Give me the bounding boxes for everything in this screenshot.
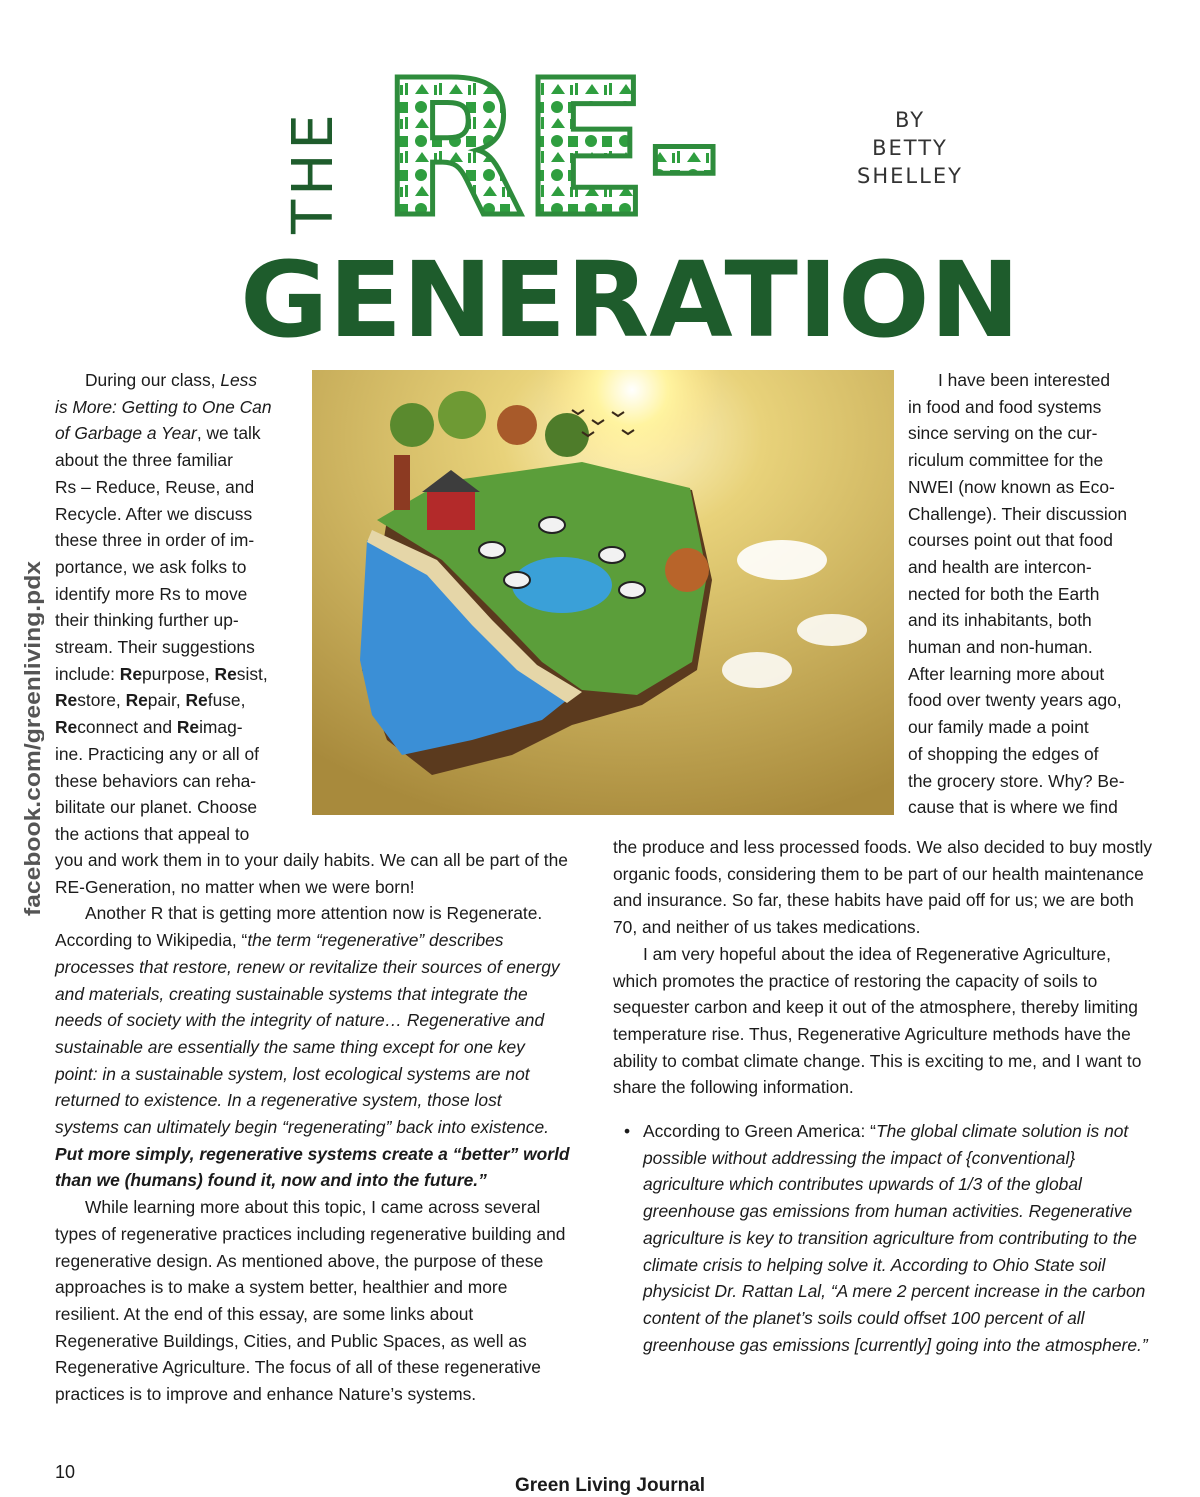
paragraph: While learning more about this topic, I came across several types of regenerative practices including regenerative building and regenerative design. As mentioned above, the purpose of these approaches is to make a system better, healthier and more resilient. At the end of this essay, are some links about Regenerative Buildings, Cities, and Public Spaces, as well as Regenerative Agriculture. The focus of all of these regenerative practices is to improve and enhance Nature’s systems. <box>55 1197 566 1405</box>
silo <box>394 455 410 510</box>
text-line: During our class, <box>85 370 221 390</box>
text-line: our family made a point <box>908 717 1089 738</box>
title-generation-graphic <box>230 236 1030 348</box>
text-italic: the term “regenerative” describes processes that restore, renew or revitalize their sources of energy and materials, creating sustainable systems that integrate the needs of society with the integrity of nature… Regenerative and sustainable are essentially the same thing except for one key point: in a sustainable system, lost ecological systems are not returned to existence. In a regenerative system, those lost systems can ultimately begin “regenerating” back into existence. <box>55 930 560 1138</box>
text-line: purpose, <box>142 663 215 684</box>
text-line: pair, <box>147 690 186 711</box>
right-column-bottom <box>613 834 1153 1101</box>
title-re <box>378 64 818 234</box>
title-generation <box>230 236 1030 348</box>
text-line: portance, we ask folks to <box>55 556 247 577</box>
text-line: identify more Rs to move <box>55 583 248 604</box>
text-span: According to Green America: “ <box>643 1121 876 1141</box>
text-bold: Re <box>185 690 208 711</box>
text-line: in food and food systems <box>908 396 1102 417</box>
text-line: and its inhabitants, both <box>908 610 1092 631</box>
byline <box>830 106 990 190</box>
text-line: their thinking further up- <box>55 610 239 631</box>
svg-text:THE: THE <box>281 110 346 234</box>
text-italic: The global climate solution is not possible without addressing the impact of {conventional} agriculture which contributes upwards of 1/3 of the global greenhouse gas emissions from human activities. Regenerative agriculture is key to transition agriculture from contributing to the climate crisis to helping solve it. According to Ohio State soil physicist Dr. Rattan Lal, “A mere 2 percent increase in the carbon content of the planet’s soils could offset 100 percent of all greenhouse gas emissions [currently] going into the atmosphere.” <box>643 1121 1148 1355</box>
text-bold: Re <box>214 663 237 684</box>
text-line: and health are intercon- <box>908 556 1092 577</box>
text-line: , we talk <box>196 423 261 444</box>
farm-map-illustration <box>312 370 894 815</box>
text-line: nected for both the Earth <box>908 583 1100 604</box>
text-line: stream. Their suggestions <box>55 637 255 658</box>
text-line: food over twenty years ago, <box>908 690 1122 711</box>
text-line: cause that is where we find <box>908 797 1118 818</box>
text-line: human and non-human. <box>908 637 1093 658</box>
title-the <box>280 80 350 240</box>
bullet-icon: • <box>624 1121 631 1141</box>
paragraph: the produce and less processed foods. We also decided to buy mostly organic foods, considering them to be part of our health maintenance and insurance. So far, these habits have paid off for us; we are both 70, and neither of us takes medications. <box>613 837 1153 938</box>
byline-first-name: BETTY <box>872 136 948 160</box>
text-bold: Re <box>125 690 148 711</box>
text-line: store, <box>77 690 126 711</box>
hero-image-farm-map <box>312 370 894 815</box>
title-re-graphic <box>378 64 818 234</box>
text-line: these behaviors can reha- <box>55 770 257 791</box>
bullet-green-america <box>643 1118 1153 1358</box>
side-social-link <box>0 556 44 916</box>
byline-last-name: SHELLEY <box>857 164 963 188</box>
text-line: courses point out that food <box>908 530 1113 551</box>
text-line: ine. Practicing any or all of <box>55 743 259 764</box>
journal-name: Green Living Journal <box>515 1475 706 1496</box>
text-span: Another R that is getting more attention now is Regenerate. According to Wikipedia, “ <box>55 903 543 951</box>
barn <box>427 490 475 530</box>
text-line: about the three familiar <box>55 450 233 471</box>
text-line: the grocery store. Why? Be- <box>908 770 1125 791</box>
svg-text:RE-: RE- <box>380 64 720 234</box>
svg-text:facebook.com/greenliving.pdx: facebook.com/greenliving.pdx <box>20 599 44 916</box>
text-line: imag- <box>199 717 243 738</box>
text-bold: Re <box>55 717 78 738</box>
title-the-graphic <box>280 80 350 240</box>
text-line: NWEI (now known as Eco- <box>908 476 1115 497</box>
text-bold: Re <box>119 663 143 684</box>
text-line: Rs – Reduce, Reuse, and <box>55 476 255 497</box>
byline-by: BY <box>894 108 926 132</box>
text-bold: Re <box>176 717 200 738</box>
text-line: since serving on the cur- <box>908 423 1098 444</box>
paragraph: I am very hopeful about the idea of Regenerative Agriculture, which promotes the practice of restoring the capacity of soils to sequester carbon and keep it out of the atmosphere, thereby limiting temperature rise. Thus, Regenerative Agriculture methods have the ability to combat climate change. This is exciting to me, and I want to share the following information. <box>613 943 1142 1098</box>
text-italic: Less <box>220 370 258 390</box>
paragraph-regenerate <box>55 900 570 1194</box>
text-bold-italic: Put more simply, regenerative systems create a “better” world than we (humans) found it, now and into the future.” <box>55 1143 570 1191</box>
text-line: of shopping the edges of <box>908 743 1099 764</box>
text-line: riculum committee for the <box>908 450 1104 471</box>
text-line: connect and <box>77 717 177 738</box>
left-column-bottom <box>55 847 570 1408</box>
text-italic: of Garbage a Year <box>55 423 197 444</box>
left-column-top <box>55 367 285 848</box>
text-line: sist, <box>236 663 268 684</box>
text-line: fuse, <box>207 690 246 711</box>
text-bold: Re <box>55 690 78 711</box>
text-line: the actions that appeal to <box>55 823 250 844</box>
text-line: bilitate our planet. Choose <box>55 797 258 818</box>
text-line: include: <box>55 663 120 684</box>
text-line: After learning more about <box>908 663 1105 684</box>
text-line: these three in order of im- <box>55 530 255 551</box>
side-social-link-graphic <box>0 556 44 916</box>
text-line: Recycle. After we discuss <box>55 503 253 524</box>
page-number: 10 <box>55 1462 76 1482</box>
text-italic: is More: Getting to One Can <box>55 396 272 417</box>
text-line: I have been interested <box>938 370 1111 390</box>
right-column-top <box>908 367 1148 821</box>
svg-text:GENERATION: GENERATION <box>240 239 1020 348</box>
paragraph: you and work them in to your daily habits. We can all be part of the RE-Generation, no matter when we were born! <box>55 850 568 897</box>
text-line: Challenge). Their discussion <box>908 503 1128 524</box>
